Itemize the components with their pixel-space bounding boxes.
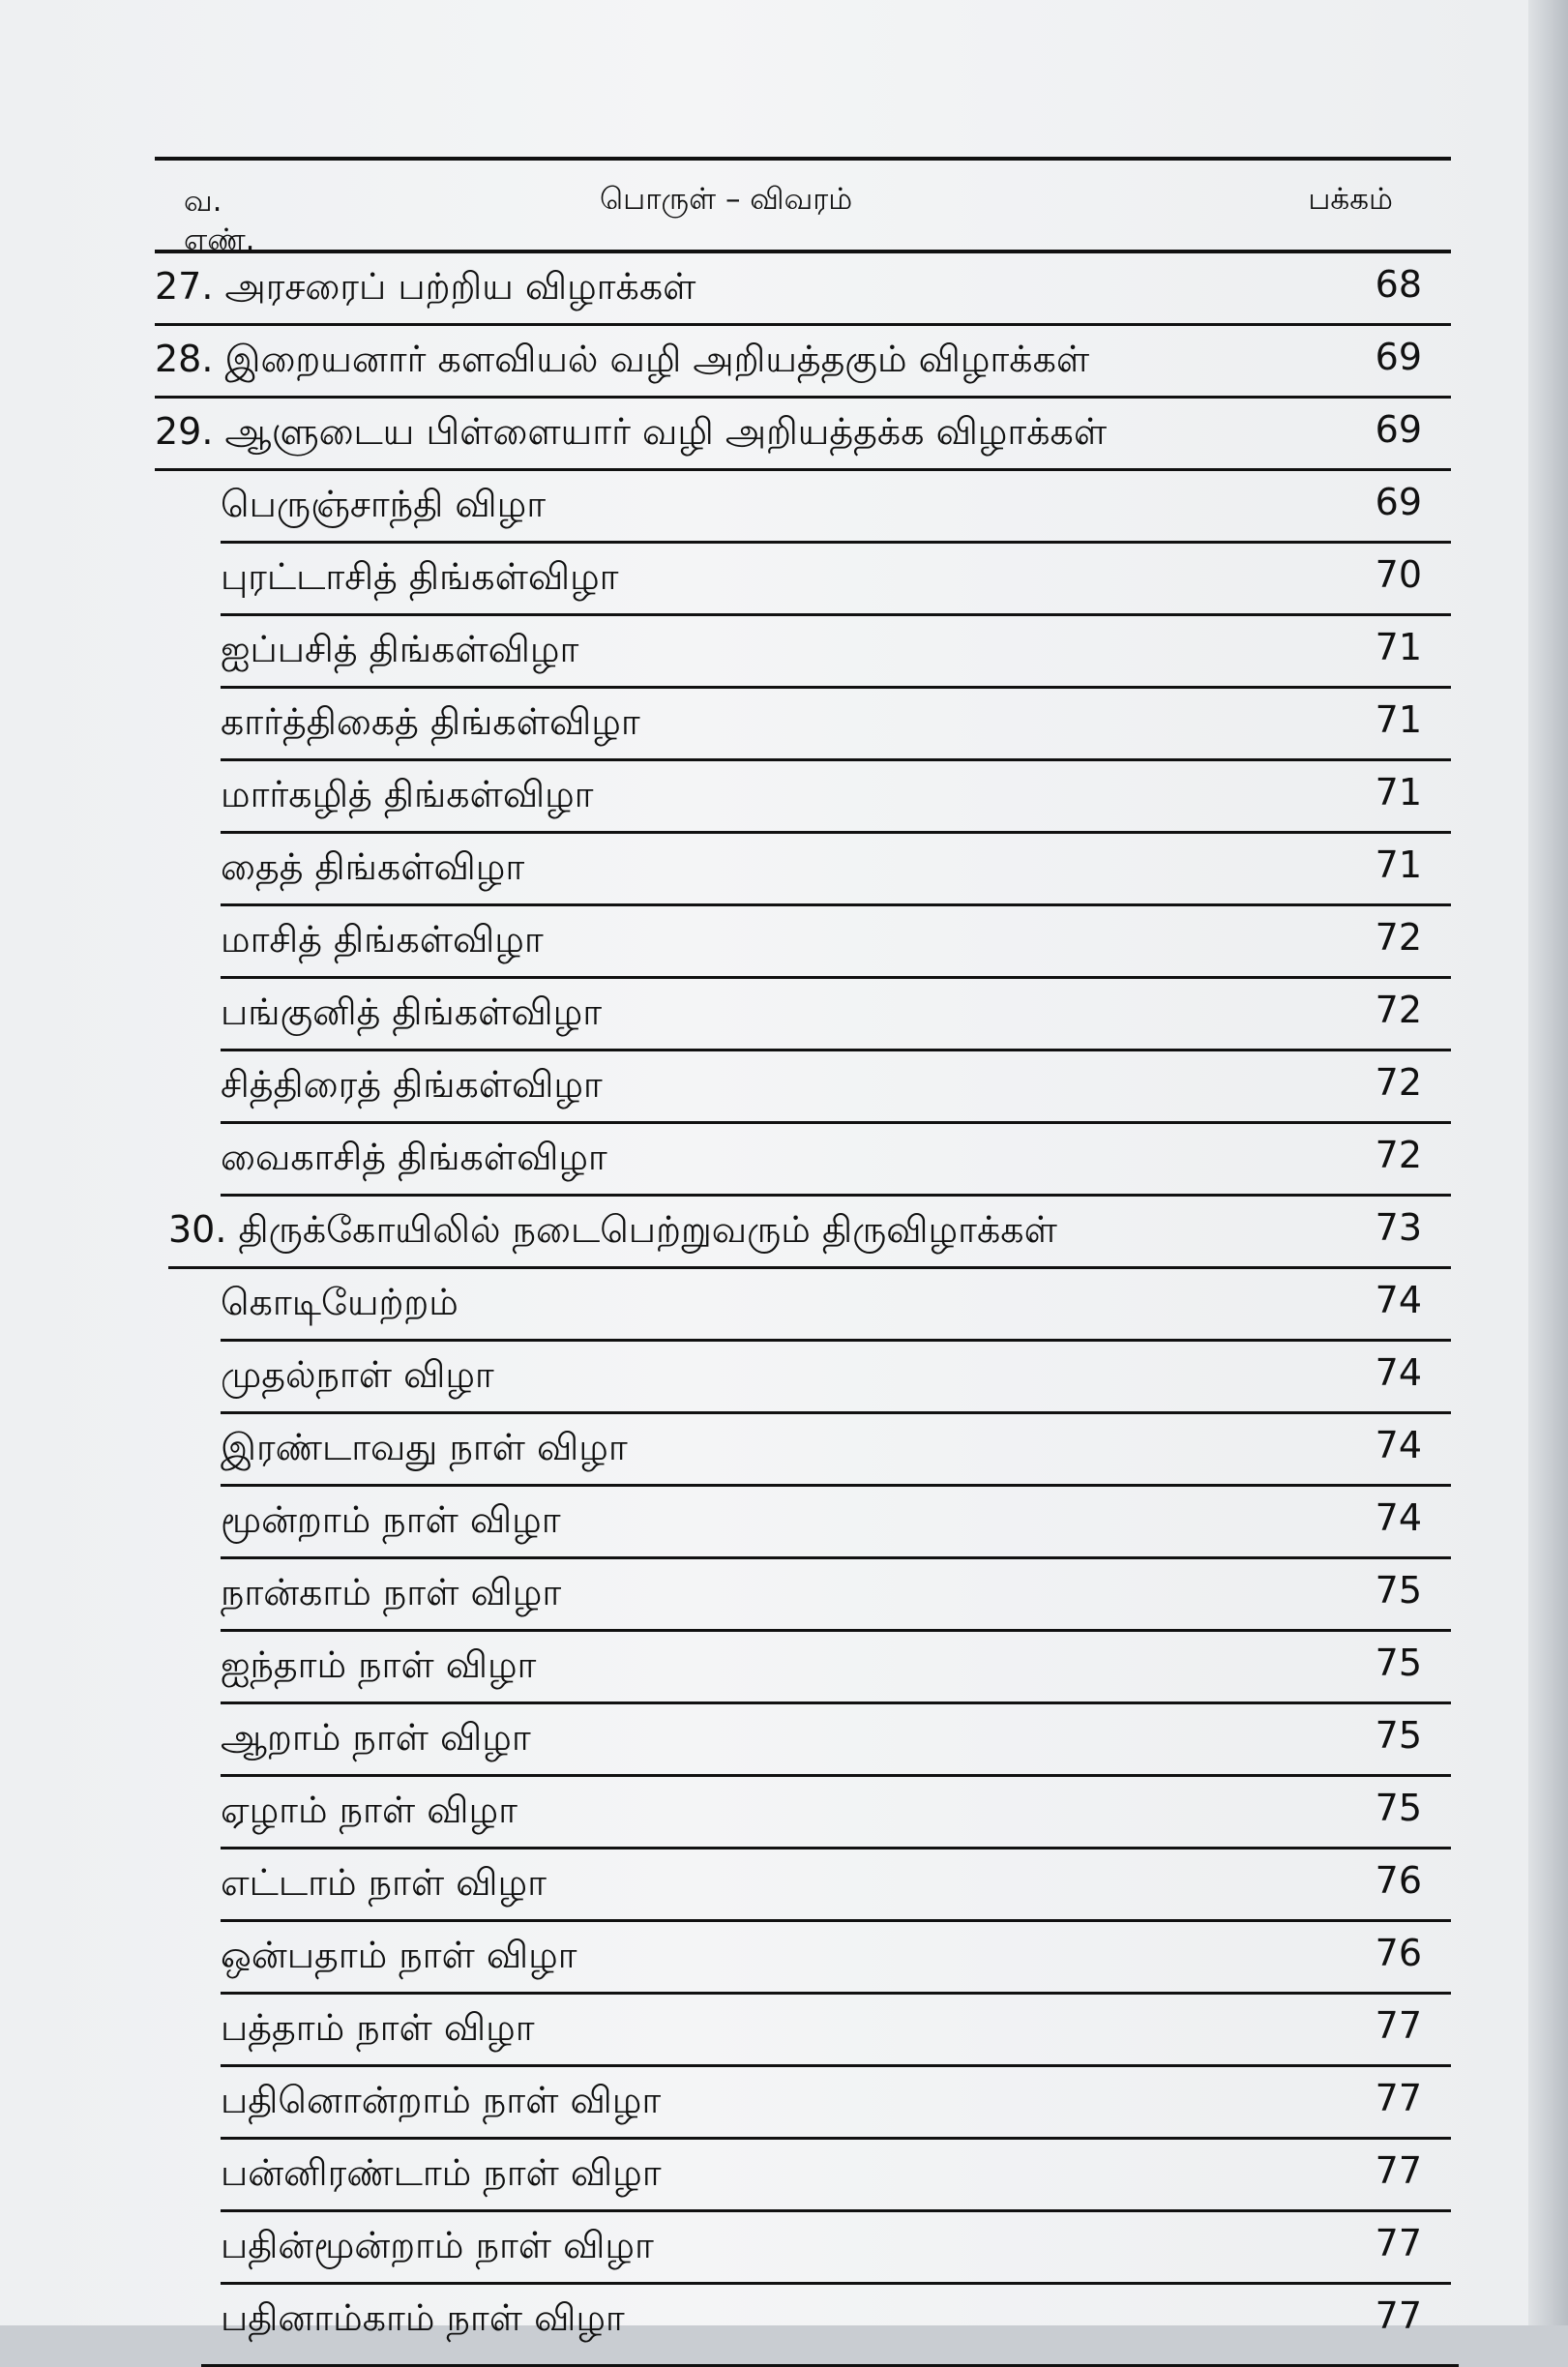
toc-entry-title: பதின்மூன்றாம் நாள் விழா <box>221 2224 654 2266</box>
toc-entry-page: 71 <box>1375 626 1422 668</box>
toc-header <box>155 161 1451 257</box>
toc-entry-title: பெருஞ்சாந்தி விழா <box>221 483 547 525</box>
toc-entry-title: மூன்றாம் நாள் விழா <box>221 1498 561 1541</box>
toc-row <box>221 906 1451 979</box>
toc-entry-title: புரட்டாசித் திங்கள்விழா <box>221 555 619 598</box>
toc-entry-title: தைத் திங்கள்விழா <box>221 845 525 888</box>
toc-entry-title: எட்டாம் நாள் விழா <box>221 1861 547 1904</box>
toc-row <box>155 399 1451 471</box>
toc-entry-title: ஏழாம் நாள் விழா <box>221 1789 518 1831</box>
toc-row <box>221 2212 1451 2285</box>
toc-row <box>221 1342 1451 1414</box>
toc-row <box>221 1124 1451 1197</box>
toc-row <box>221 1269 1451 1342</box>
toc-entry-title: ஐந்தாம் நாள் விழா <box>221 1643 537 1686</box>
toc-entry-page: 74 <box>1375 1496 1422 1539</box>
toc-entry-page: 72 <box>1375 989 1422 1031</box>
toc-entry-page: 75 <box>1375 1787 1422 1829</box>
toc-entry-title: 28. இறையனார் களவியல் வழி அறியத்தகும் விழாக்கள் <box>155 338 1090 380</box>
toc-entry-title: சித்திரைத் திங்கள்விழா <box>221 1063 603 1106</box>
toc-row <box>221 1922 1451 1995</box>
toc-entry-page: 68 <box>1375 263 1422 306</box>
toc-entry-title: 30. திருக்கோயிலில் நடைபெற்றுவரும் திருவிழாக்கள் <box>168 1208 1057 1251</box>
toc-entry-page: 75 <box>1375 1714 1422 1757</box>
page-edge <box>1528 0 1568 2325</box>
toc-entry-page: 72 <box>1375 1061 1422 1104</box>
toc-entry-page: 70 <box>1375 553 1422 596</box>
toc-entry-page: 74 <box>1375 1351 1422 1394</box>
toc-entry-page: 75 <box>1375 1642 1422 1684</box>
toc-row <box>221 2285 1451 2354</box>
toc-row <box>155 326 1451 399</box>
toc-entry-page: 74 <box>1375 1279 1422 1321</box>
toc-entry-title: ஐப்பசித் திங்கள்விழா <box>221 628 579 670</box>
toc-row <box>168 1197 1451 1269</box>
toc-row <box>221 1777 1451 1849</box>
header-number-label-1: வ. <box>184 184 222 219</box>
toc-row <box>221 761 1451 834</box>
toc-row <box>221 1849 1451 1922</box>
toc-entry-title: 27. அரசரைப் பற்றிய விழாக்கள் <box>155 265 696 308</box>
header-page-label: பக்கம் <box>1308 182 1393 217</box>
toc-entry-page: 71 <box>1375 771 1422 814</box>
toc-row <box>221 2140 1451 2212</box>
toc-entry-page: 76 <box>1375 1859 1422 1902</box>
toc-row <box>221 689 1451 761</box>
table-of-contents <box>155 157 1451 2367</box>
toc-row <box>221 979 1451 1051</box>
toc-row <box>221 1704 1451 1777</box>
toc-row <box>221 544 1451 616</box>
toc-row <box>221 1559 1451 1632</box>
toc-row <box>221 2067 1451 2140</box>
toc-entry-title: ஒன்பதாம் நாள் விழா <box>221 1934 577 1976</box>
toc-entry-page: 72 <box>1375 1134 1422 1176</box>
toc-entry-page: 75 <box>1375 1569 1422 1612</box>
toc-entry-title: வைகாசித் திங்கள்விழா <box>221 1136 607 1178</box>
toc-row <box>221 1414 1451 1487</box>
toc-entry-title: பங்குனித் திங்கள்விழா <box>221 991 603 1033</box>
toc-entry-page: 69 <box>1375 481 1422 523</box>
toc-entry-page: 76 <box>1375 1932 1422 1974</box>
toc-entry-title: 29. ஆளுடைய பிள்ளையார் வழி அறியத்தக்க விழாக்கள் <box>155 410 1108 453</box>
toc-entry-page: 77 <box>1375 2222 1422 2264</box>
toc-row <box>221 834 1451 906</box>
toc-entry-page: 77 <box>1375 2077 1422 2119</box>
header-number-label-2: எண். <box>184 222 255 257</box>
toc-entry-page: 69 <box>1375 408 1422 451</box>
toc-entry-title: இரண்டாவது நாள் விழா <box>221 1426 628 1468</box>
toc-entry-title: பத்தாம் நாள் விழா <box>221 2006 535 2049</box>
toc-entry-page: 77 <box>1375 2149 1422 2192</box>
toc-entry-page: 72 <box>1375 916 1422 959</box>
toc-entry-title: பதினாம்காம் நாள் விழா <box>221 2296 625 2339</box>
toc-entry-title: கார்த்திகைத் திங்கள்விழா <box>221 700 640 743</box>
toc-entry-title: முதல்நாள் விழா <box>221 1353 494 1396</box>
header-title-label: பொருள் – விவரம் <box>600 182 853 217</box>
toc-row <box>221 1487 1451 1559</box>
toc-entry-page: 73 <box>1375 1206 1422 1249</box>
toc-entry-page: 74 <box>1375 1424 1422 1466</box>
toc-entry-title: மாசித் திங்கள்விழா <box>221 918 544 961</box>
toc-row <box>221 1632 1451 1704</box>
toc-entry-page: 77 <box>1375 2294 1422 2337</box>
toc-entry-page: 71 <box>1375 843 1422 886</box>
toc-entry-title: பதினொன்றாம் நாள் விழா <box>221 2079 662 2121</box>
toc-row <box>221 1995 1451 2067</box>
toc-entry-title: மார்கழித் திங்கள்விழா <box>221 773 594 815</box>
toc-row <box>155 253 1451 326</box>
header-number-column <box>184 182 255 259</box>
toc-entry-title: நான்காம் நாள் விழா <box>221 1571 562 1613</box>
toc-entry-page: 77 <box>1375 2004 1422 2047</box>
toc-entry-title: ஆறாம் நாள் விழா <box>221 1716 531 1759</box>
toc-row <box>221 1051 1451 1124</box>
toc-entry-page: 71 <box>1375 698 1422 741</box>
toc-entry-page: 69 <box>1375 336 1422 378</box>
toc-row <box>221 471 1451 544</box>
toc-entry-title: கொடியேற்றம் <box>221 1281 459 1323</box>
toc-row <box>221 616 1451 689</box>
toc-entry-title: பன்னிரண்டாம் நாள் விழா <box>221 2151 662 2194</box>
